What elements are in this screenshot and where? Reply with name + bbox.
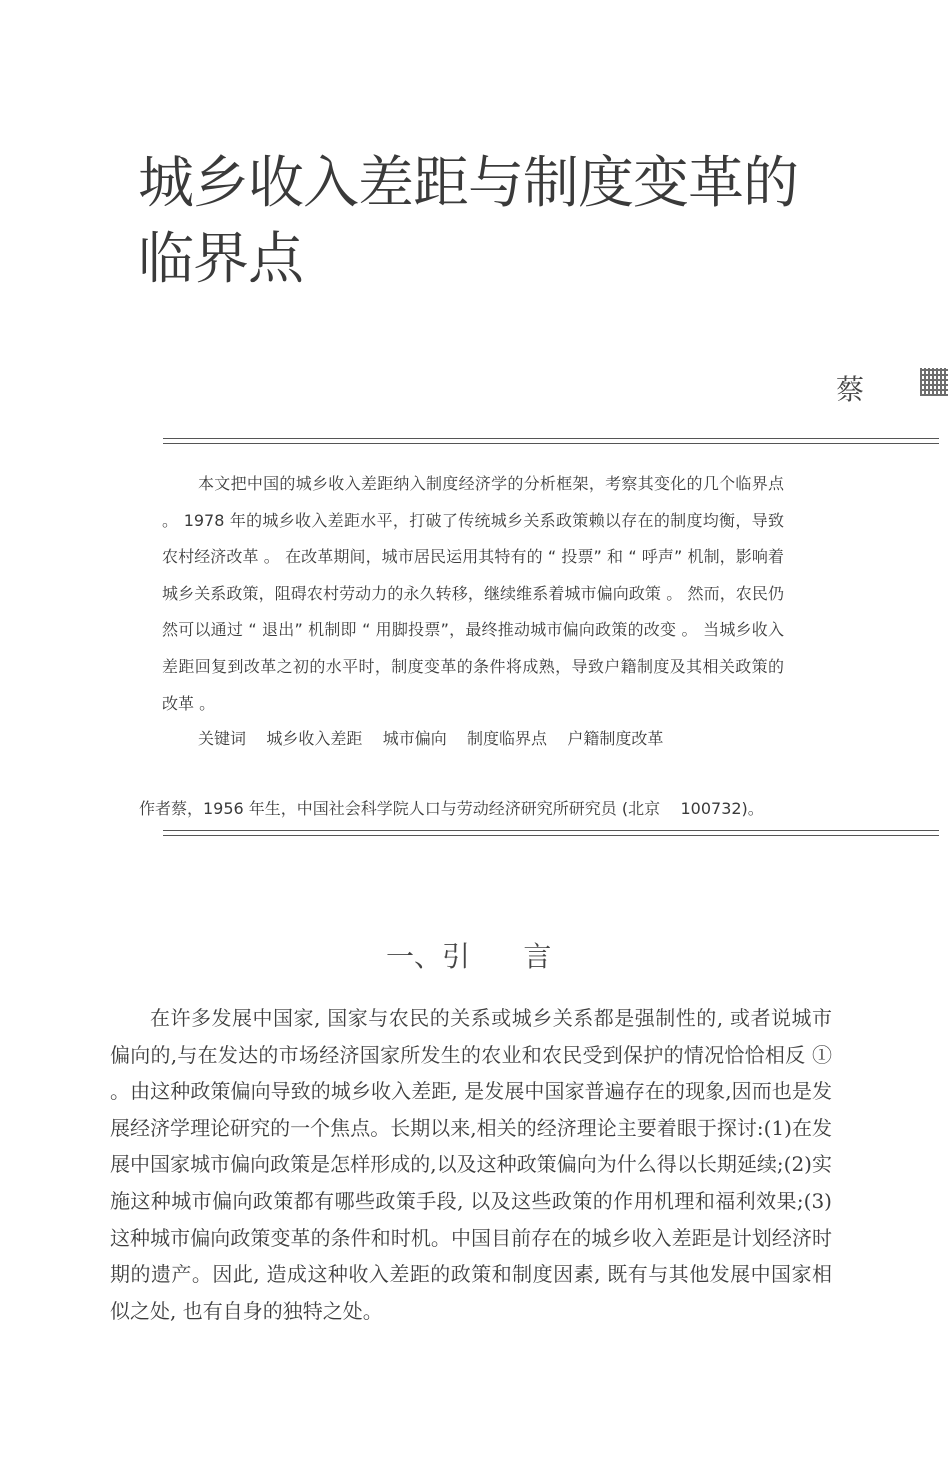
title-line-1: 城乡收入差距与制度变革的	[138, 151, 798, 216]
author-note: 作者蔡，1956 年生，中国社会科学院人口与劳动经济研究所研究员 (北京 100732)。	[139, 799, 764, 818]
article-title	[138, 146, 838, 298]
abstract-text: 本文把中国的城乡收入差距纳入制度经济学的分析框架，考察其变化的几个临界点 。 1978 年的城乡收入差距水平，打破了传统城乡关系政策赖以存在的制度均衡，导致农村经济改革 。 在改革期间，城市居民运用其特有的 “ 投票” 和 “ 呼声” 机制，影响着城乡关系政策，阻碍农村劳动力的永久转移，继续维系着城市偏向政策 。 然而，农民仍然可以通过 “ 退出” 机制即 “ 用脚投票”，最终推动城市偏向政策的改变 。 当城乡收入差距回复到改革之初的水平时，制度变革的条件将成熟，导致户籍制度及其相关政策的改革 。	[162, 474, 784, 713]
author-name: 蔡	[836, 373, 865, 406]
section-heading: 一、引 言	[386, 940, 552, 973]
abstract-top-divider	[163, 438, 939, 444]
keywords-line: 关键词 城乡收入差距 城市偏向 制度临界点 户籍制度改革	[198, 729, 664, 748]
title-line-2: 临界点	[138, 227, 303, 292]
body-paragraph: 在许多发展中国家, 国家与农民的关系或城乡关系都是强制性的, 或者说城市偏向的,与在发达的市场经济国家所发生的农业和农民受到保护的情况恰恰相反 ① 。由这种政策偏向导致的城乡收入差距, 是发展中国家普遍存在的现象,因而也是发展经济学理论研究的一个焦点。长期以来,相关的经济理论主要着眼于探讨:(1)在发展中国家城市偏向政策是怎样形成的,以及这种政策偏向为什么得以长期延续;(2)实施这种城市偏向政策都有哪些政策手段, 以及这些政策的作用机理和福利效果;(3)这种城市偏向政策变革的条件和时机。中国目前存在的城乡收入差距是计划经济时期的遗产。因此, 造成这种收入差距的政策和制度因素, 既有与其他发展中国家相似之处, 也有自身的独特之处。	[110, 1006, 832, 1323]
abstract-bottom-divider	[163, 830, 939, 836]
author-name-glyph-image	[920, 368, 948, 396]
